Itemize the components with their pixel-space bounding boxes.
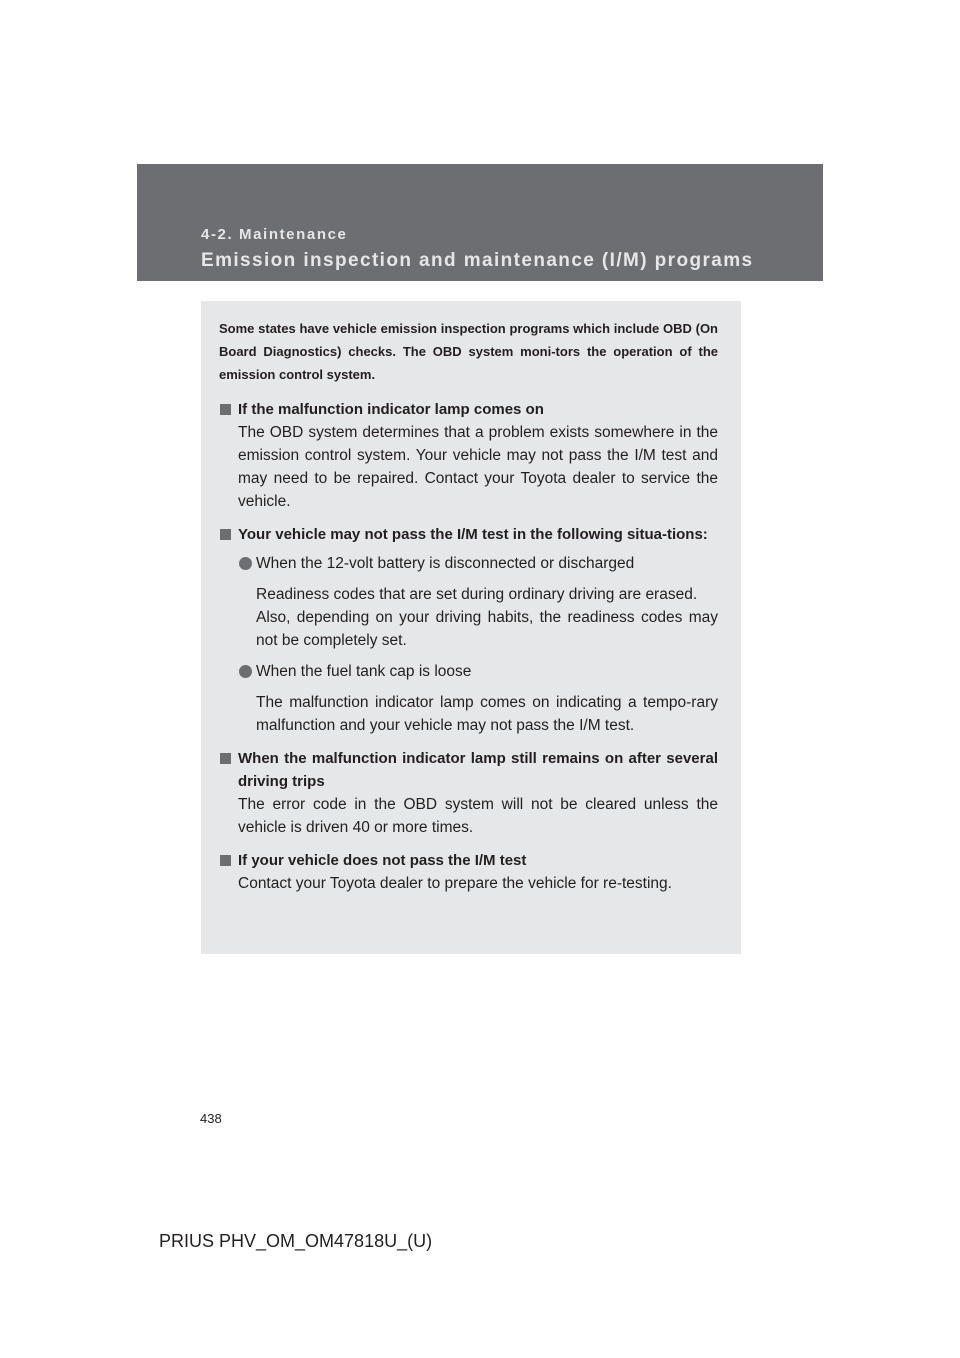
item-heading: Your vehicle may not pass the I/M test in the following situa-tions: — [219, 523, 718, 546]
content-box — [201, 301, 741, 954]
item-heading: When the malfunction indicator lamp still remains on after several driving trips — [219, 747, 718, 793]
square-bullet-icon — [220, 404, 231, 415]
info-item — [219, 398, 718, 513]
info-item — [219, 849, 718, 895]
square-bullet-icon — [220, 855, 231, 866]
item-text: Contact your Toyota dealer to prepare the vehicle for re-testing. — [238, 875, 672, 892]
square-bullet-icon — [220, 753, 231, 764]
chapter-header — [137, 164, 823, 281]
intro-text: Some states have vehicle emission inspection programs which include OBD (On Board Diagnostics) checks. The OBD system moni-tors the operation of the emission control system. — [219, 321, 718, 382]
page-title: Emission inspection and maintenance (I/M) programs — [201, 250, 754, 271]
item-text: The OBD system determines that a problem exists somewhere in the emission control system. Your vehicle may not pass the I/M test and may need to be repaired. Contact your Toyota dealer to service the vehicle. — [238, 424, 718, 510]
section-label: 4-2. Maintenance — [201, 226, 348, 243]
item-heading: If the malfunction indicator lamp comes on — [219, 398, 718, 421]
sub-item-text: The malfunction indicator lamp comes on indicating a tempo-rary malfunction and your vehicle may not pass the I/M test. — [256, 694, 718, 734]
square-bullet-icon — [220, 529, 231, 540]
circle-bullet-icon — [239, 665, 252, 678]
info-item — [219, 747, 718, 839]
item-heading: If your vehicle does not pass the I/M test — [219, 849, 718, 872]
sub-item — [219, 552, 718, 652]
sub-item-heading: When the fuel tank cap is loose — [219, 660, 718, 683]
circle-bullet-icon — [239, 557, 252, 570]
document-code: PRIUS PHV_OM_OM47818U_(U) — [159, 1231, 433, 1251]
sub-item-heading: When the 12-volt battery is disconnected or discharged — [219, 552, 718, 575]
sub-item — [219, 660, 718, 737]
info-item — [219, 523, 718, 737]
sub-item-text: Readiness codes that are set during ordinary driving are erased. Also, depending on your driving habits, the readiness codes may not be completely set. — [256, 586, 718, 649]
page-number: 438 — [200, 1111, 222, 1126]
item-text: The error code in the OBD system will not be cleared unless the vehicle is driven 40 or more times. — [238, 796, 718, 836]
